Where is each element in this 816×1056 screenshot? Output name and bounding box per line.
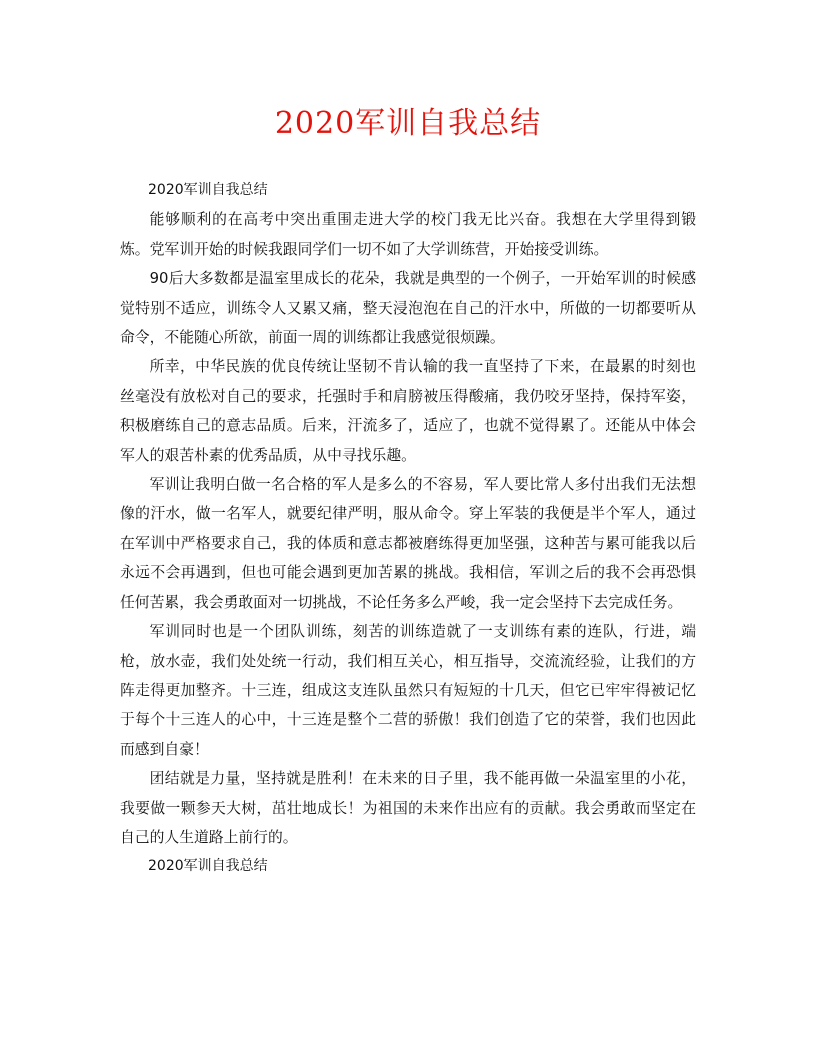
paragraph-1: 能够顺利的在高考中突出重围走进大学的校门我无比兴奋。我想在大学里得到锻炼。党军训开始的时候我跟同学们一切不如了大学训练营，开始接受训练。 [120,211,696,258]
paragraph-3: 所幸，中华民族的优良传统让坚韧不肯认输的我一直坚持了下来，在最累的时刻也丝毫没有放松对自己的要求，托强时手和肩膀被压得酸痛，我仍咬牙坚持，保持军姿，积极磨练自己的意志品质。后来，汗流多了，适应了，也就不觉得累了。还能从中体会军人的艰苦朴素的优秀品质，从中寻找乐趣。 [120,358,696,464]
document-body [120,176,696,882]
subtitle-top: 2020军训自我总结 [148,182,268,198]
paragraph-5: 军训同时也是一个团队训练，刻苦的训练造就了一支训练有素的连队，行进，端枪，放水壶，我们处处统一行动，我们相互关心，相互指导，交流流经验，让我们的方阵走得更加整齐。十三连，组成这支连队虽然只有短短的十几天，但它已牢牢得被记忆于每个十三连人的心中，十三连是整个二营的骄傲！我们创造了它的荣誉，我们也因此而感到自豪！ [120,623,696,758]
paragraph-4: 军训让我明白做一名合格的军人是多么的不容易，军人要比常人多付出我们无法想像的汗水，做一名军人，就要纪律严明，服从命令。穿上军装的我便是半个军人，通过在军训中严格要求自己，我的体质和意志都被磨练得更加坚强，这种苦与累可能我以后永远不会再遇到，但也可能会遇到更加苦累的挑战。我相信，军训之后的我不会再恐惧任何苦累，我会勇敢面对一切挑战，不论任务多么严峻，我一定会坚持下去完成任务。 [120,476,696,611]
paragraph-2: 90后大多数都是温室里成长的花朵，我就是典型的一个例子，一开始军训的时候感觉特别不适应，训练令人又累又痛，整天浸泡泡在自己的汗水中，所做的一切都要听从命令，不能随心所欲，前面一周的训练都让我感觉很烦躁。 [120,270,696,347]
subtitle-bottom: 2020军训自我总结 [148,858,268,875]
paragraph-6: 团结就是力量，坚持就是胜利！在未来的日子里，我不能再做一朵温室里的小花，我要做一颗参天大树，茁壮地成长！为祖国的未来作出应有的贡献。我会勇敢而坚定在自己的人生道路上前行的。 [120,770,696,846]
document-title: 2020军训自我总结 [274,106,542,141]
